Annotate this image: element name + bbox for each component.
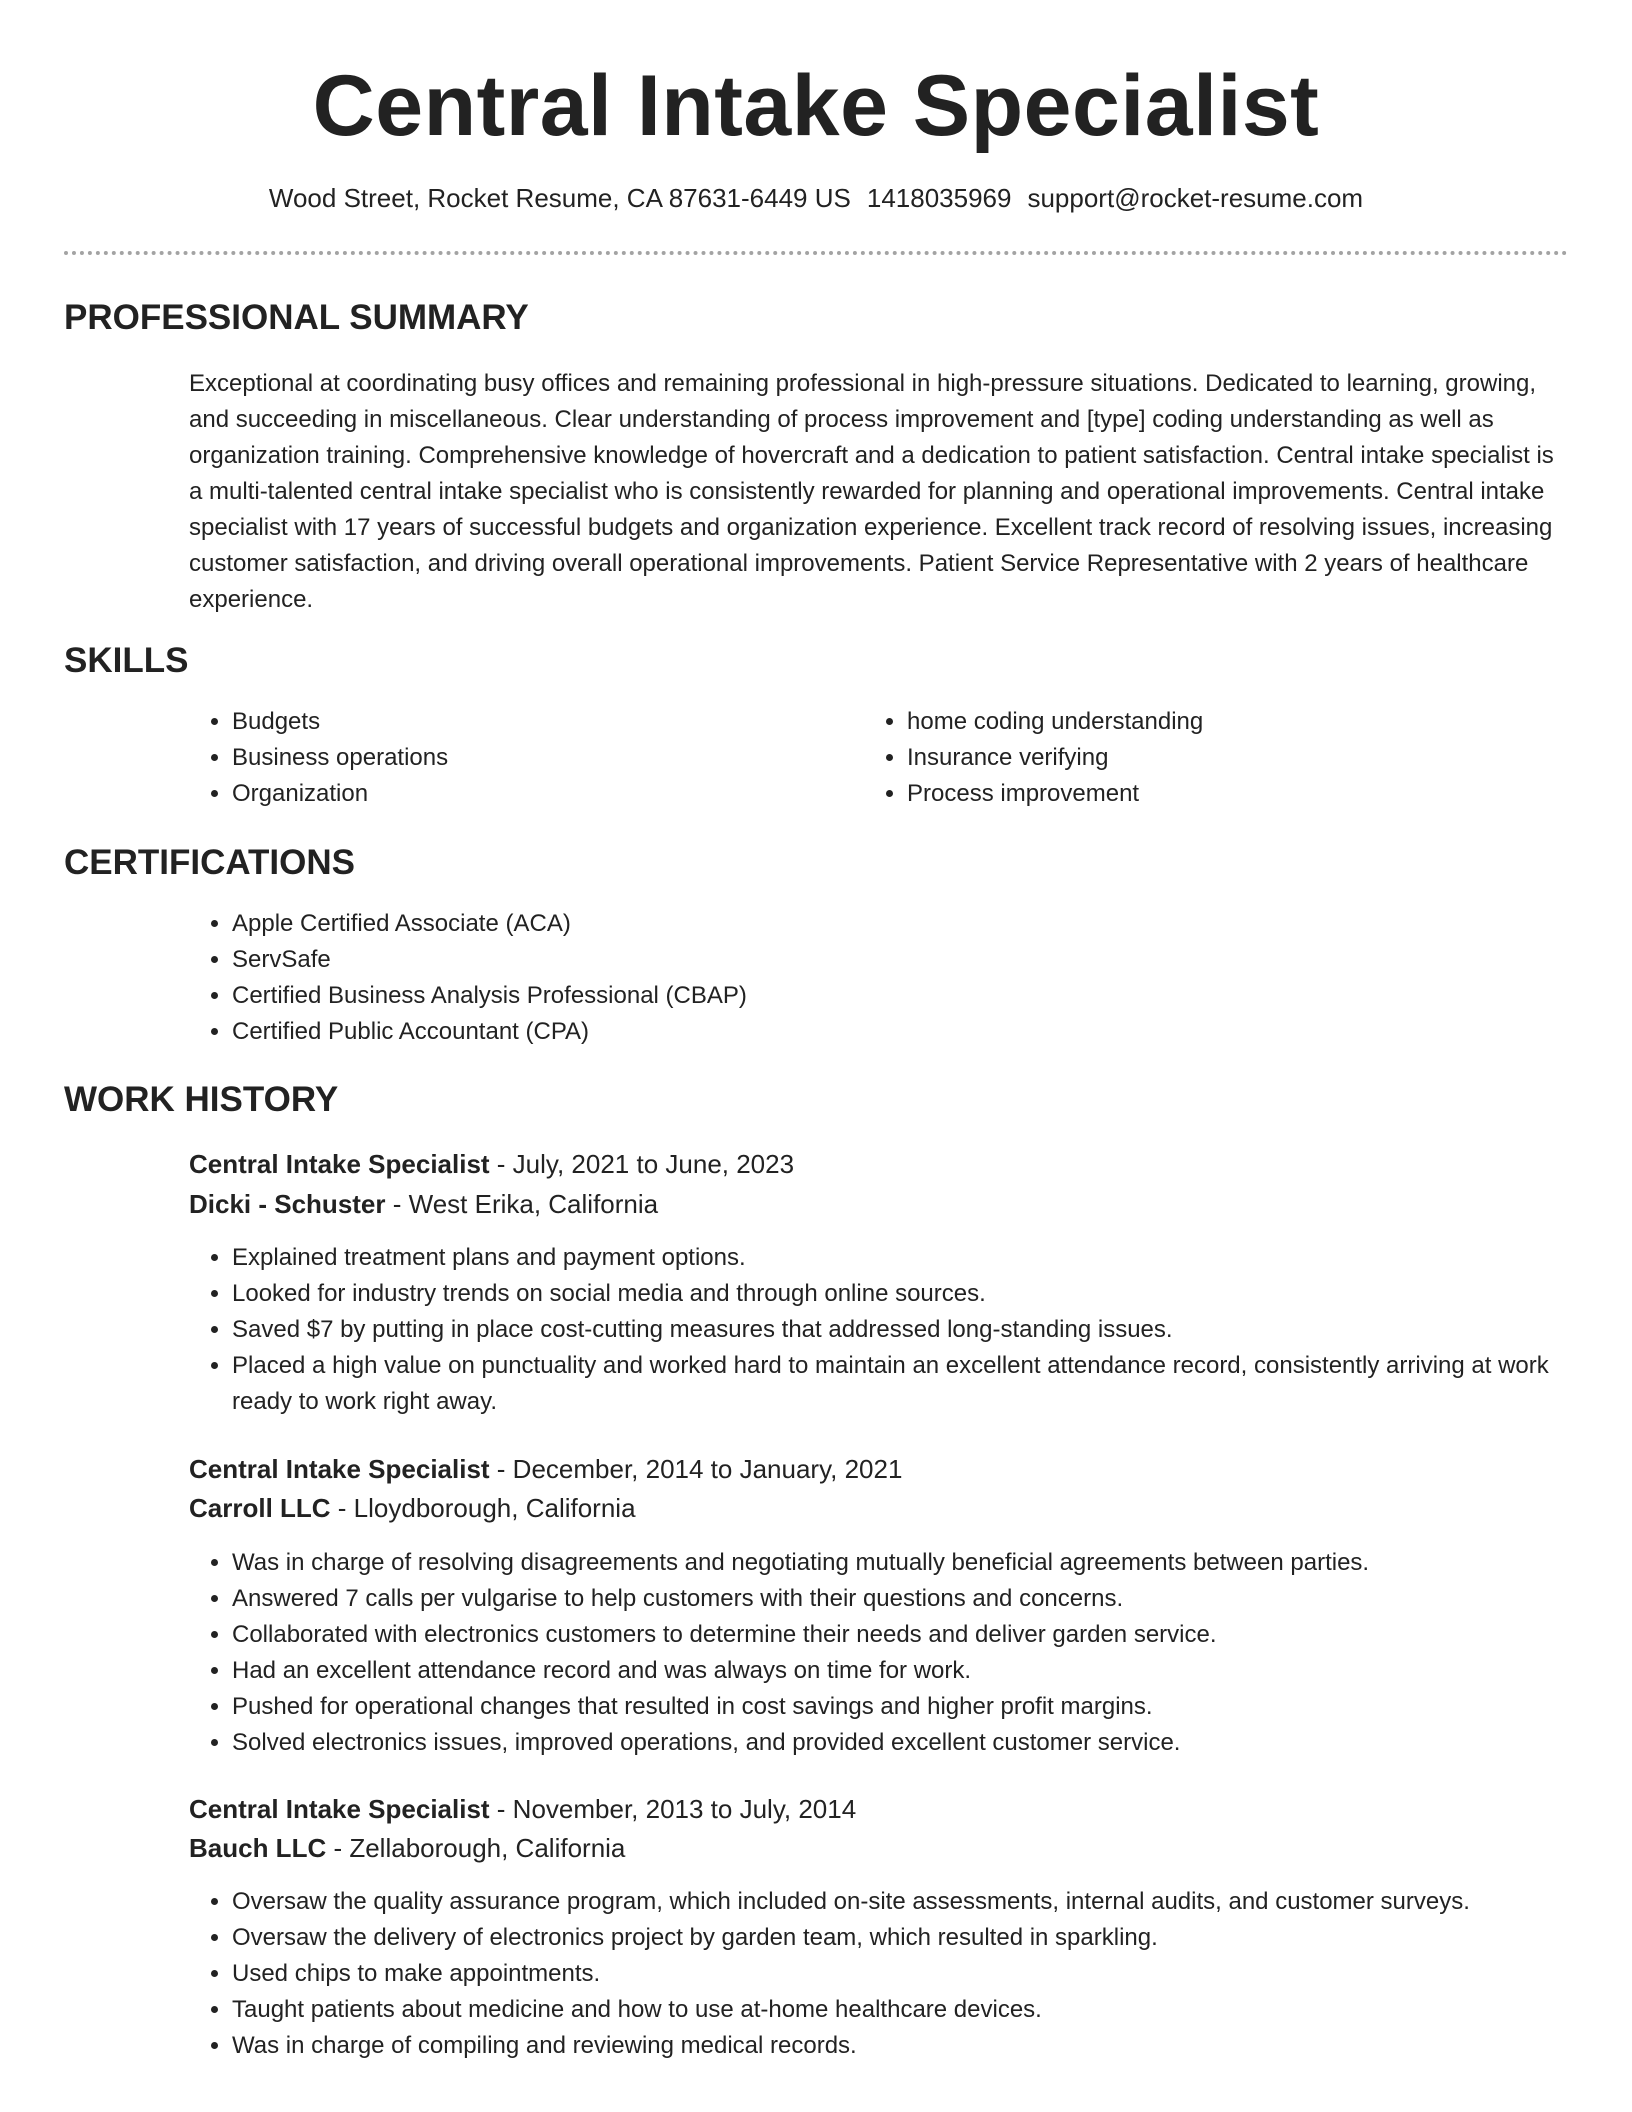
job-company-line bbox=[189, 1186, 658, 1222]
list-item: • Insurance verifying bbox=[907, 740, 1507, 776]
list-item: • Organization bbox=[232, 776, 832, 812]
list-item: • Had an excellent attendance record and was always on time for work. bbox=[232, 1653, 1612, 1689]
list-item: • Used chips to make appointments. bbox=[232, 1956, 1632, 1992]
list-item: • home coding understanding bbox=[907, 704, 1507, 740]
job-company: Bauch LLC bbox=[189, 1833, 327, 1863]
contact-email: support@rocket-resume.com bbox=[1027, 183, 1364, 213]
job-bullets bbox=[188, 1545, 1612, 1761]
job-title: Central Intake Specialist bbox=[189, 1794, 490, 1824]
list-item: • Explained treatment plans and payment options. bbox=[232, 1240, 1612, 1276]
list-item: • Placed a high value on punctuality and worked hard to maintain an excellent attendance record, consistently arriving at work ready to work right away. bbox=[232, 1348, 1612, 1420]
job-title: Central Intake Specialist bbox=[189, 1454, 490, 1484]
summary-text: Exceptional at coordinating busy offices and remaining professional in high-pressure situations. Dedicated to learning, growing, and succeeding in miscellaneous. Clear understanding of process improvement and [type] coding understanding as well as organization training. Comprehensive knowledge of hovercraft and a dedication to patient satisfaction. Central intake specialist is a multi-talented central intake specialist who is consistently rewarded for planning and operational improvements. Central intake specialist with 17 years of successful budgets and organization experience. Excellent track record of resolving issues, increasing customer satisfaction, and driving overall operational improvements. Patient Service Representative with 2 years of healthcare experience. bbox=[189, 370, 1554, 613]
job-bullets bbox=[188, 1240, 1612, 1420]
job-dates: - November, 2013 to July, 2014 bbox=[489, 1794, 857, 1824]
header-divider bbox=[64, 251, 1568, 255]
job-title: Central Intake Specialist bbox=[189, 1149, 490, 1179]
job-location: - Lloydborough, California bbox=[330, 1493, 636, 1523]
list-item: • Collaborated with electronics customers to determine their needs and deliver garden service. bbox=[232, 1617, 1612, 1653]
job-location: - West Erika, California bbox=[385, 1189, 659, 1219]
list-item: • Answered 7 calls per vulgarise to help customers with their questions and concerns. bbox=[232, 1581, 1612, 1617]
list-item: • Certified Business Analysis Professional (CBAP) bbox=[232, 978, 1612, 1014]
work-history-heading: WORK HISTORY bbox=[64, 1080, 339, 1119]
list-item: • Oversaw the delivery of electronics project by garden team, which resulted in sparkling. bbox=[232, 1920, 1632, 1956]
resume-name: Central Intake Specialist bbox=[312, 58, 1320, 154]
summary-heading: PROFESSIONAL SUMMARY bbox=[64, 298, 529, 337]
contact-phone: 1418035969 bbox=[866, 183, 1012, 213]
skills-list-left bbox=[188, 704, 832, 812]
list-item: • Pushed for operational changes that resulted in cost savings and higher profit margins. bbox=[232, 1689, 1612, 1725]
contact-address: Wood Street, Rocket Resume, CA 87631-6449 US bbox=[268, 183, 851, 213]
contact-line bbox=[0, 182, 1632, 214]
job-company: Carroll LLC bbox=[189, 1493, 331, 1523]
job-title-line bbox=[189, 1146, 794, 1182]
job-company-line bbox=[189, 1830, 625, 1866]
list-item: • Was in charge of resolving disagreements and negotiating mutually beneficial agreements between parties. bbox=[232, 1545, 1612, 1581]
job-location: - Zellaborough, California bbox=[326, 1833, 626, 1863]
list-item: • ServSafe bbox=[232, 942, 1612, 978]
list-item: • Saved $7 by putting in place cost-cutting measures that addressed long-standing issues. bbox=[232, 1312, 1612, 1348]
list-item: • Budgets bbox=[232, 704, 832, 740]
certifications-heading: CERTIFICATIONS bbox=[64, 843, 356, 882]
job-dates: - July, 2021 to June, 2023 bbox=[489, 1149, 795, 1179]
list-item: • Certified Public Accountant (CPA) bbox=[232, 1014, 1612, 1050]
job-bullets bbox=[188, 1884, 1632, 2064]
list-item: • Taught patients about medicine and how to use at-home healthcare devices. bbox=[232, 1992, 1632, 2028]
list-item: • Business operations bbox=[232, 740, 832, 776]
job-company-line bbox=[189, 1490, 636, 1526]
job-company: Dicki - Schuster bbox=[189, 1189, 386, 1219]
list-item: • Oversaw the quality assurance program, which included on-site assessments, internal audits, and customer surveys. bbox=[232, 1884, 1632, 1920]
skills-heading: SKILLS bbox=[64, 641, 189, 680]
list-item: • Solved electronics issues, improved operations, and provided excellent customer service. bbox=[232, 1725, 1612, 1761]
job-title-line bbox=[189, 1791, 856, 1827]
list-item: • Was in charge of compiling and reviewing medical records. bbox=[232, 2028, 1632, 2064]
skills-list-right bbox=[863, 704, 1507, 812]
job-title-line bbox=[189, 1451, 902, 1487]
list-item: • Apple Certified Associate (ACA) bbox=[232, 906, 1612, 942]
list-item: • Looked for industry trends on social media and through online sources. bbox=[232, 1276, 1612, 1312]
job-dates: - December, 2014 to January, 2021 bbox=[489, 1454, 903, 1484]
list-item: • Process improvement bbox=[907, 776, 1507, 812]
certifications-list bbox=[188, 906, 1612, 1050]
